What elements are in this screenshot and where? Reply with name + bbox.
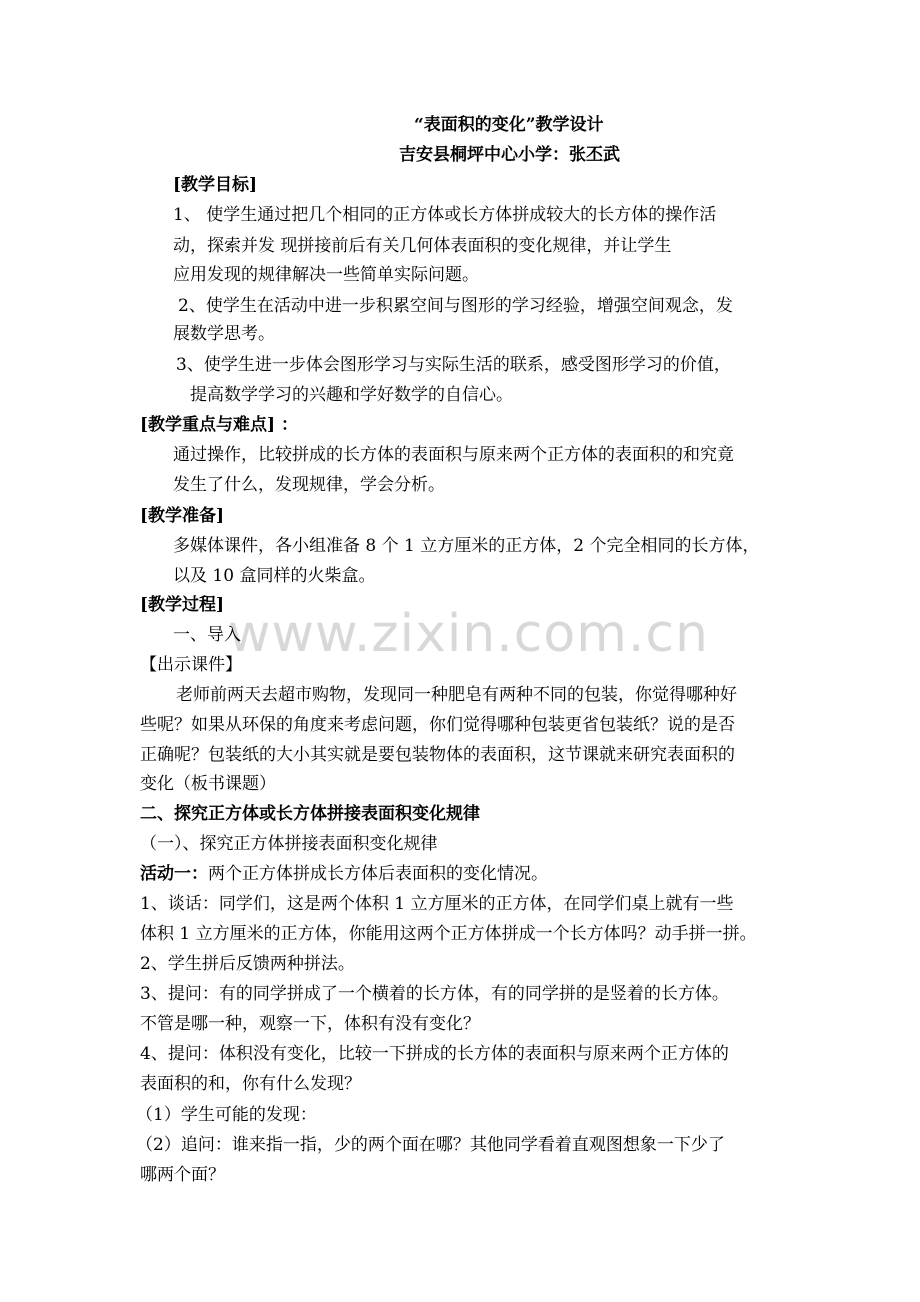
- text-line: 1、谈话：同学们，这是两个体积 1 立方厘米的正方体，在同学们桌上就有一些: [140, 894, 734, 914]
- text-line: 2、使学生在活动中进一步积累空间与图形的学习经验，增强空间观念，发: [178, 296, 733, 316]
- text-line: 4、提问：体积没有变化，比较一下拼成的长方体的表面积与原来两个正方体的: [140, 1044, 729, 1064]
- activity-label: 活动一：: [140, 864, 208, 884]
- section-heading: [教学准备]: [140, 506, 225, 526]
- text-line: 通过操作，比较拼成的长方体的表面积与原来两个正方体的表面积的和究竟: [173, 445, 734, 465]
- text-line: 3、提问：有的同学拼成了一个横着的长方体，有的同学拼的是竖着的长方体。: [140, 984, 729, 1004]
- text-line: （一）、探究正方体拼接表面积变化规律: [140, 834, 438, 854]
- text-line: 展数学思考。: [173, 324, 275, 344]
- text-line: 老师前两天去超市购物，发现同一种肥皂有两种不同的包装，你觉得哪种好: [176, 685, 737, 705]
- text-line: （1）学生可能的发现：: [136, 1105, 317, 1125]
- text-line: 提高数学学习的兴趣和学好数学的自信心。: [190, 385, 513, 405]
- text-line: （2）追问：谁来指一指，少的两个面在哪？其他同学看着直观图想象一下少了: [136, 1135, 725, 1155]
- text-line: 3、使学生进一步体会图形学习与实际生活的联系，感受图形学习的价值，: [176, 355, 731, 375]
- text-line: 不管是哪一种，观察一下，体积有没有变化？: [140, 1014, 480, 1034]
- section-heading: [教学重点与难点] ：: [140, 415, 299, 435]
- text-line: 应用发现的规律解决一些简单实际问题。: [173, 265, 479, 285]
- text-line: 体积 1 立方厘米的正方体，你能用这两个正方体拼成一个长方体吗？动手拼一拼。: [140, 924, 757, 944]
- text-line: 一、导入: [173, 625, 241, 645]
- text-line: 【出示课件】: [140, 655, 242, 675]
- text-line: 些呢？如果从环保的角度来考虑问题，你们觉得哪种包装更省包装纸？说的是否: [140, 715, 735, 735]
- author-line: 吉安县桐坪中心小学：张丕武: [399, 145, 620, 165]
- text-line: 多媒体课件，各小组准备 8 个 1 立方厘米的正方体，2 个完全相同的长方体，: [173, 536, 760, 556]
- text-line: 动，探索并发 现拼接前后有关几何体表面积的变化规律，并让学生: [173, 236, 672, 256]
- text-line: 表面积的和，你有什么发现？: [140, 1074, 361, 1094]
- text-line: 1、 使学生通过把几个相同的正方体或长方体拼成较大的长方体的操作活: [173, 205, 717, 225]
- text-line: 发生了什么，发现规律，学会分析。: [173, 475, 445, 495]
- section-heading: 二、探究正方体或长方体拼接表面积变化规律: [140, 804, 480, 824]
- section-heading: [教学目标]: [173, 175, 258, 195]
- watermark: www.zixin.com.cn: [228, 604, 709, 664]
- activity-text: 两个正方体拼成长方体后表面积的变化情况。: [208, 864, 548, 884]
- text-line: 2、学生拼后反馈两种拼法。: [140, 954, 355, 974]
- document-title: “表面积的变化”教学设计: [414, 115, 604, 135]
- text-line: 变化（板书课题）: [140, 774, 276, 794]
- text-line: 以及 10 盒同样的火柴盒。: [173, 566, 376, 586]
- text-line: 哪两个面？: [140, 1165, 225, 1185]
- activity-line: [140, 863, 548, 885]
- text-line: 正确呢？包装纸的大小其实就是要包装物体的表面积，这节课就来研究表面积的: [140, 745, 735, 765]
- section-heading: [教学过程]: [140, 595, 225, 615]
